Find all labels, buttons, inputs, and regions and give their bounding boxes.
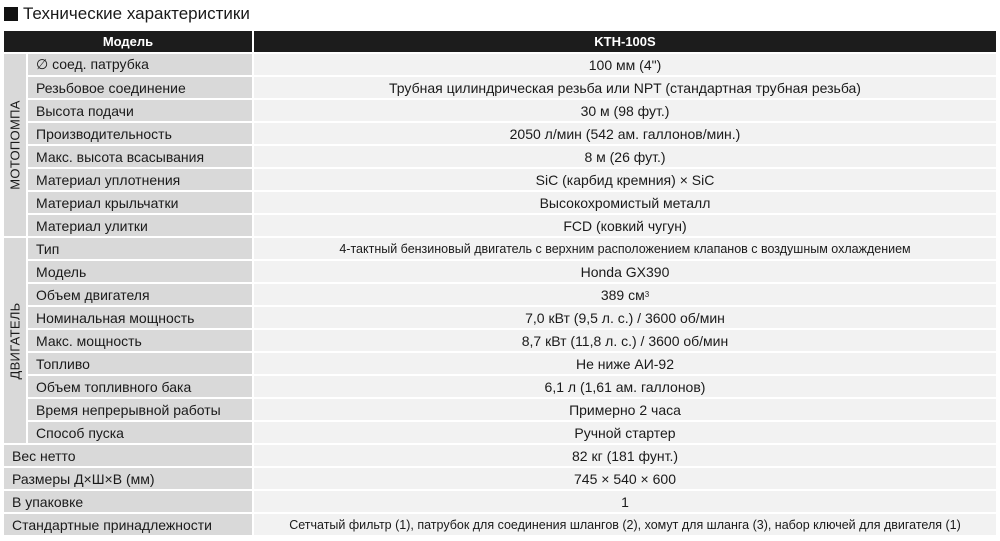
spec-value: 745 × 540 × 600 [254,468,996,489]
spec-value [254,261,996,282]
superscript: 3 [644,290,650,299]
spec-value-text: 7,0 кВт (9,5 л. с.) / 3600 об/мин [525,309,725,326]
spec-value-text: Примерно 2 часа [569,401,681,418]
group-pump [4,54,26,236]
square-bullet-icon [4,7,18,21]
spec-label: Стандартные принадлежности [4,514,252,535]
spec-value: 2050 л/мин (542 ам. галлонов/мин.) [254,123,996,144]
spec-value: 30 м (98 фут.) [254,100,996,121]
spec-label: Макс. высота всасывания [28,146,252,167]
spec-label: Материал уплотнения [28,169,252,190]
header-model: KTH-100S [254,31,996,52]
spec-label: Размеры Д×Ш×В (мм) [4,468,252,489]
spec-value-text: Не ниже АИ-92 [575,355,674,372]
spec-label: Модель [28,261,252,282]
spec-value: 82 кг (181 фунт.) [254,445,996,466]
spec-value [254,399,996,420]
spec-value [254,353,996,374]
header-label: Модель [4,31,252,52]
spec-value-text: 389 см [600,286,645,303]
group-pump-label: МОТОПОМПА [7,100,23,190]
spec-value [254,307,996,328]
spec-value-text: 4-тактный бензиновый двигатель с верхним расположением клапанов с воздушным охлаждением [339,241,911,256]
spec-label: Топливо [28,353,252,374]
page-title-text: Технические характеристики [23,4,250,23]
spec-label: Материал улитки [28,215,252,236]
spec-value-text: 8,7 кВт (11,8 л. с.) / 3600 об/мин [521,332,729,349]
spec-value: 8 м (26 фут.) [254,146,996,167]
spec-value: Сетчатый фильтр (1), патрубок для соединения шлангов (2), хомут для шланга (3), набор ключей для двигателя (1) [254,514,996,535]
spec-value: Высокохромистый металл [254,192,996,213]
spec-value-text: 6,1 л (1,61 ам. галлонов) [544,378,706,395]
spec-value [254,238,996,259]
spec-value: 100 мм (4") [254,54,996,75]
spec-label: Время непрерывной работы [28,399,252,420]
group-engine [4,238,26,443]
spec-label: Способ пуска [28,422,252,443]
spec-label: Макс. мощность [28,330,252,351]
spec-value [254,422,996,443]
spec-label: ∅ соед. патрубка [28,54,252,75]
spec-value: FCD (ковкий чугун) [254,215,996,236]
spec-label: Объем топливного бака [28,376,252,397]
spec-label: Резьбовое соединение [28,77,252,98]
page-title [4,3,250,25]
spec-value [254,376,996,397]
spec-label: Объем двигателя [28,284,252,305]
spec-value: Трубная цилиндрическая резьба или NPT (стандартная трубная резьба) [254,77,996,98]
spec-label: Материал крыльчатки [28,192,252,213]
spec-label: В упаковке [4,491,252,512]
spec-label: Производительность [28,123,252,144]
spec-value-text: Honda GX390 [580,263,670,280]
spec-value [254,330,996,351]
spec-label: Номинальная мощность [28,307,252,328]
spec-label: Высота подачи [28,100,252,121]
spec-label: Тип [28,238,252,259]
spec-value: SiC (карбид кремния) × SiC [254,169,996,190]
spec-value [254,284,996,305]
spec-value: 1 [254,491,996,512]
group-engine-label: ДВИГАТЕЛЬ [7,301,23,380]
spec-label: Вес нетто [4,445,252,466]
spec-value-text: Ручной стартер [574,424,676,441]
